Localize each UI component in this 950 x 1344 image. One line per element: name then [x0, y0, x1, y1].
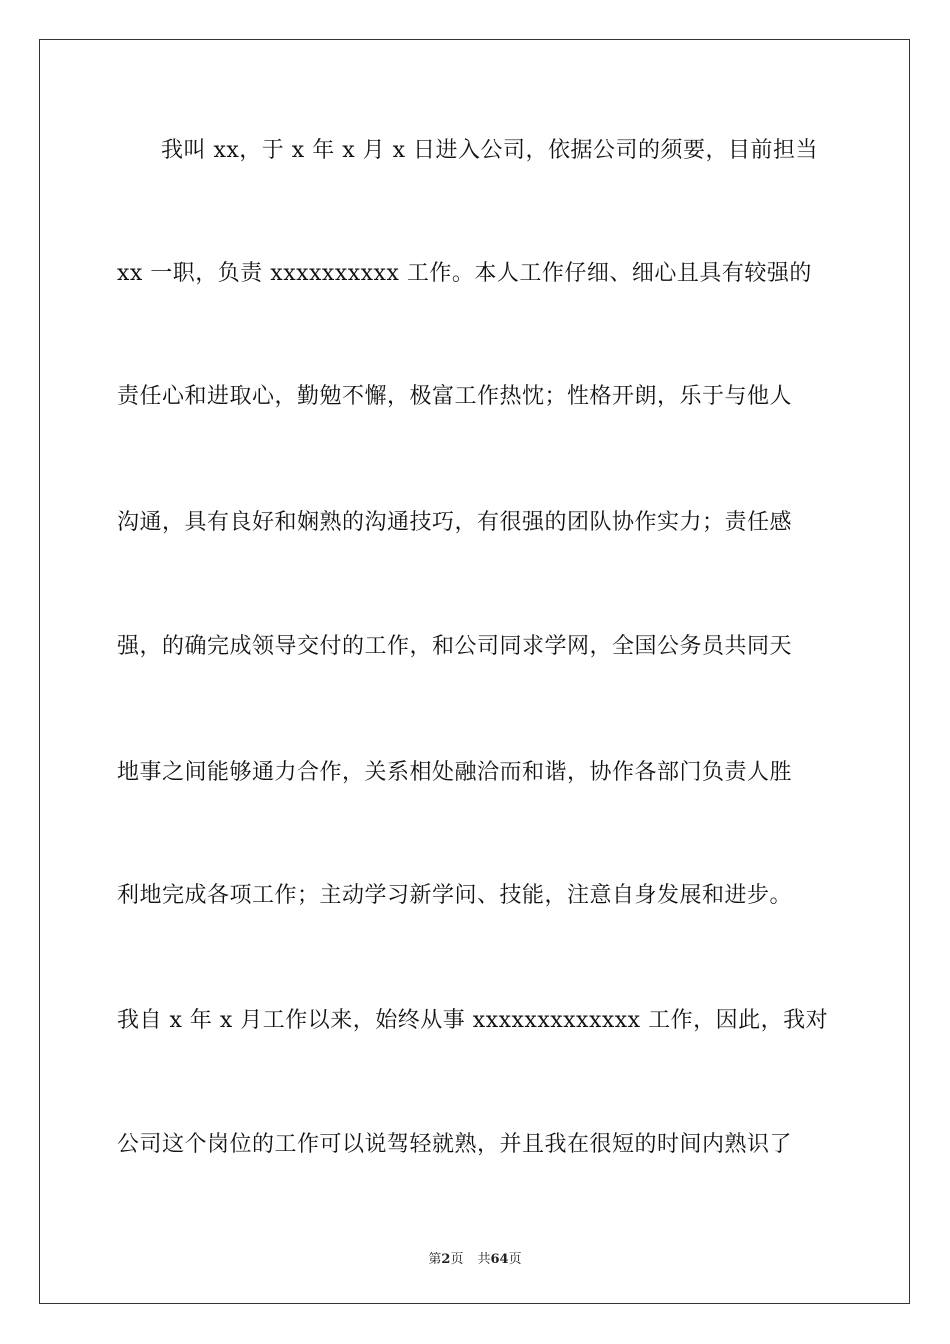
total-pages: 64: [490, 1252, 509, 1267]
text-line-7: 利地完成各项工作；主动学习新学问、技能，注意自身发展和进步。: [117, 883, 793, 908]
text-line-8: 我自 x 年 x 月工作以来，始终从事 xxxxxxxxxxxxx 工作，因此，我对: [117, 1008, 829, 1033]
text-line-9: 公司这个岗位的工作可以说驾轻就熟，并且我在很短的时间内熟识了: [117, 1132, 793, 1157]
total-suffix: 页: [508, 1252, 522, 1267]
text-line-2: xx 一职，负责 xxxxxxxxxx 工作。本人工作仔细、细心且具有较强的: [117, 261, 812, 286]
text-line-4: 沟通，具有良好和娴熟的沟通技巧，有很强的团队协作实力；责任感: [117, 510, 793, 535]
page-footer: [0, 1248, 950, 1267]
page-number: 2: [441, 1252, 451, 1267]
page-border: [39, 39, 910, 1304]
text-line-1: 我叫 xx，于 x 年 x 月 x 日进入公司，依据公司的须要，目前担当: [161, 138, 818, 163]
text-line-6: 地事之间能够通力合作，关系相处融洽而和谐，协作各部门负责人胜: [117, 760, 793, 785]
total-prefix: 共: [477, 1252, 491, 1267]
text-line-3: 责任心和进取心，勤勉不懈，极富工作热忱；性格开朗，乐于与他人: [117, 384, 793, 409]
page-suffix: 页: [450, 1252, 464, 1267]
page-prefix: 第: [428, 1252, 442, 1267]
text-line-5: 强，的确完成领导交付的工作，和公司同求学网，全国公务员共同天: [117, 634, 793, 659]
